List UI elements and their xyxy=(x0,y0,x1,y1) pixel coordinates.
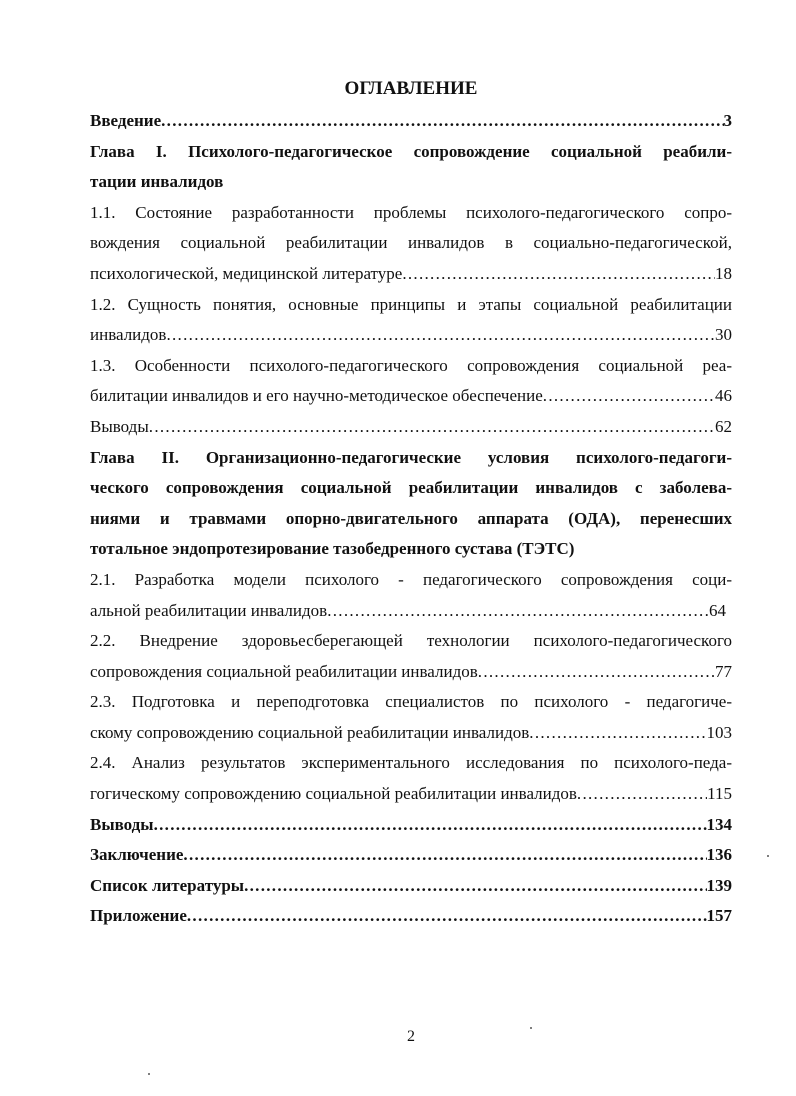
toc-section-2-3-line-2[interactable]: скому сопровождению социальной реабилитации инвалидов ..... 103 xyxy=(90,718,732,749)
leader-dots xyxy=(543,381,715,412)
toc-chapter-2-line-1[interactable]: Глава II. Организационно-педагогические условия психолого-педагоги- xyxy=(90,447,732,467)
toc-page-number: 103 xyxy=(706,722,732,742)
toc-page-number: 115 xyxy=(707,784,732,804)
toc-page-number: 30 xyxy=(715,325,732,345)
toc-section-2-2-line-1[interactable]: 2.2. Внедрение здоровьесберегающей технологии психолого-педагогического xyxy=(90,631,732,651)
toc-section-2-3-line-1[interactable]: 2.3. Подготовка и переподготовка специалистов по психолого - педагогиче- xyxy=(90,692,732,712)
toc-section-1-3-line-2[interactable]: билитации инвалидов и его научно-методическое обеспечение ..... 46 xyxy=(90,381,732,412)
toc-section-1-1-line-2[interactable]: вождения социальной реабилитации инвалидов в социально-педагогической, xyxy=(90,233,732,253)
leader-dots xyxy=(149,412,715,443)
toc-section-2-4-line-1[interactable]: 2.4. Анализ результатов экспериментального исследования по психолого-педа- xyxy=(90,753,732,773)
toc-page-number: 157 xyxy=(706,906,732,926)
leader-dots xyxy=(244,871,706,902)
leader-dots xyxy=(187,901,707,932)
leader-dots xyxy=(154,810,707,841)
toc-section-1-1-line-1[interactable]: 1.1. Состояние разработанности проблемы психолого-педагогического сопро- xyxy=(90,202,732,222)
toc-page-number: 64 xyxy=(709,600,726,620)
toc-section-1-2-line-1[interactable]: 1.2. Сущность понятия, основные принципы и этапы социальной реабилитации xyxy=(90,294,732,314)
scan-speck xyxy=(530,1027,532,1029)
scan-speck xyxy=(767,855,769,857)
leader-dots xyxy=(161,106,723,137)
toc-section-1-3-line-1[interactable]: 1.3. Особенности психолого-педагогического сопровождения социальной реа- xyxy=(90,355,732,375)
table-of-contents xyxy=(90,106,732,932)
toc-chapter-1-line-1[interactable]: Глава I. Психолого-педагогическое сопровождение социальной реабили- xyxy=(90,141,732,161)
toc-section-1-2-line-2[interactable]: инвалидов ..... 30 xyxy=(90,320,732,351)
toc-section-2-2-line-2[interactable]: сопровождения социальной реабилитации инвалидов ..... 77 xyxy=(90,657,732,688)
toc-conclusions[interactable]: Выводы ..... 134 xyxy=(90,810,732,841)
toc-section-1-1-line-3[interactable]: психологической, медицинской литературе ..... 18 xyxy=(90,259,732,290)
toc-chapter-2-line-3[interactable]: ниями и травмами опорно-двигательного аппарата (ОДА), перенесших xyxy=(90,508,732,528)
toc-chapter-2-line-4[interactable]: тотальное эндопротезирование тазобедренного сустава (ТЭТС) xyxy=(90,539,575,559)
toc-page-number: 136 xyxy=(706,845,732,865)
toc-page-number: 3 xyxy=(723,111,732,130)
toc-page-number: 134 xyxy=(706,814,732,834)
toc-section-2-4-line-2[interactable]: гогическому сопровождению социальной реабилитации инвалидов ..... 115 xyxy=(90,779,732,810)
toc-page-number: 62 xyxy=(715,416,732,436)
scan-speck xyxy=(148,1073,150,1075)
toc-chapter-1-line-2[interactable]: тации инвалидов xyxy=(90,172,224,192)
leader-dots xyxy=(402,259,715,290)
toc-page-number: 77 xyxy=(715,661,732,681)
page-number: 2 xyxy=(407,1028,415,1045)
toc-entry-introduction[interactable] xyxy=(90,106,732,137)
toc-appendix[interactable]: Приложение ..... 157 xyxy=(90,901,732,932)
leader-dots xyxy=(478,657,715,688)
toc-entry-text: Введение xyxy=(90,111,162,130)
toc-conclusions-chapter-1[interactable]: Выводы ..... 62 xyxy=(90,412,732,443)
leader-dots xyxy=(183,840,706,871)
toc-conclusion[interactable]: Заключение ..... 136 xyxy=(90,840,732,871)
page-title: ОГЛАВЛЕНИЕ xyxy=(344,78,478,99)
toc-page-number: 46 xyxy=(715,386,732,406)
leader-dots xyxy=(327,596,709,627)
leader-dots xyxy=(577,779,707,810)
toc-page-number: 139 xyxy=(706,875,732,895)
leader-dots xyxy=(529,718,706,749)
toc-chapter-2-line-2[interactable]: ческого сопровождения социальной реабилитации инвалидов с заболева- xyxy=(90,478,732,498)
leader-dots xyxy=(166,320,715,351)
toc-section-2-1-line-2[interactable]: альной реабилитации инвалидов ..... 64 xyxy=(90,596,732,627)
toc-references[interactable]: Список литературы ..... 139 xyxy=(90,871,732,902)
toc-section-2-1-line-1[interactable]: 2.1. Разработка модели психолого - педагогического сопровождения соци- xyxy=(90,569,732,589)
toc-page-number: 18 xyxy=(715,263,732,283)
document-page xyxy=(90,0,732,1096)
